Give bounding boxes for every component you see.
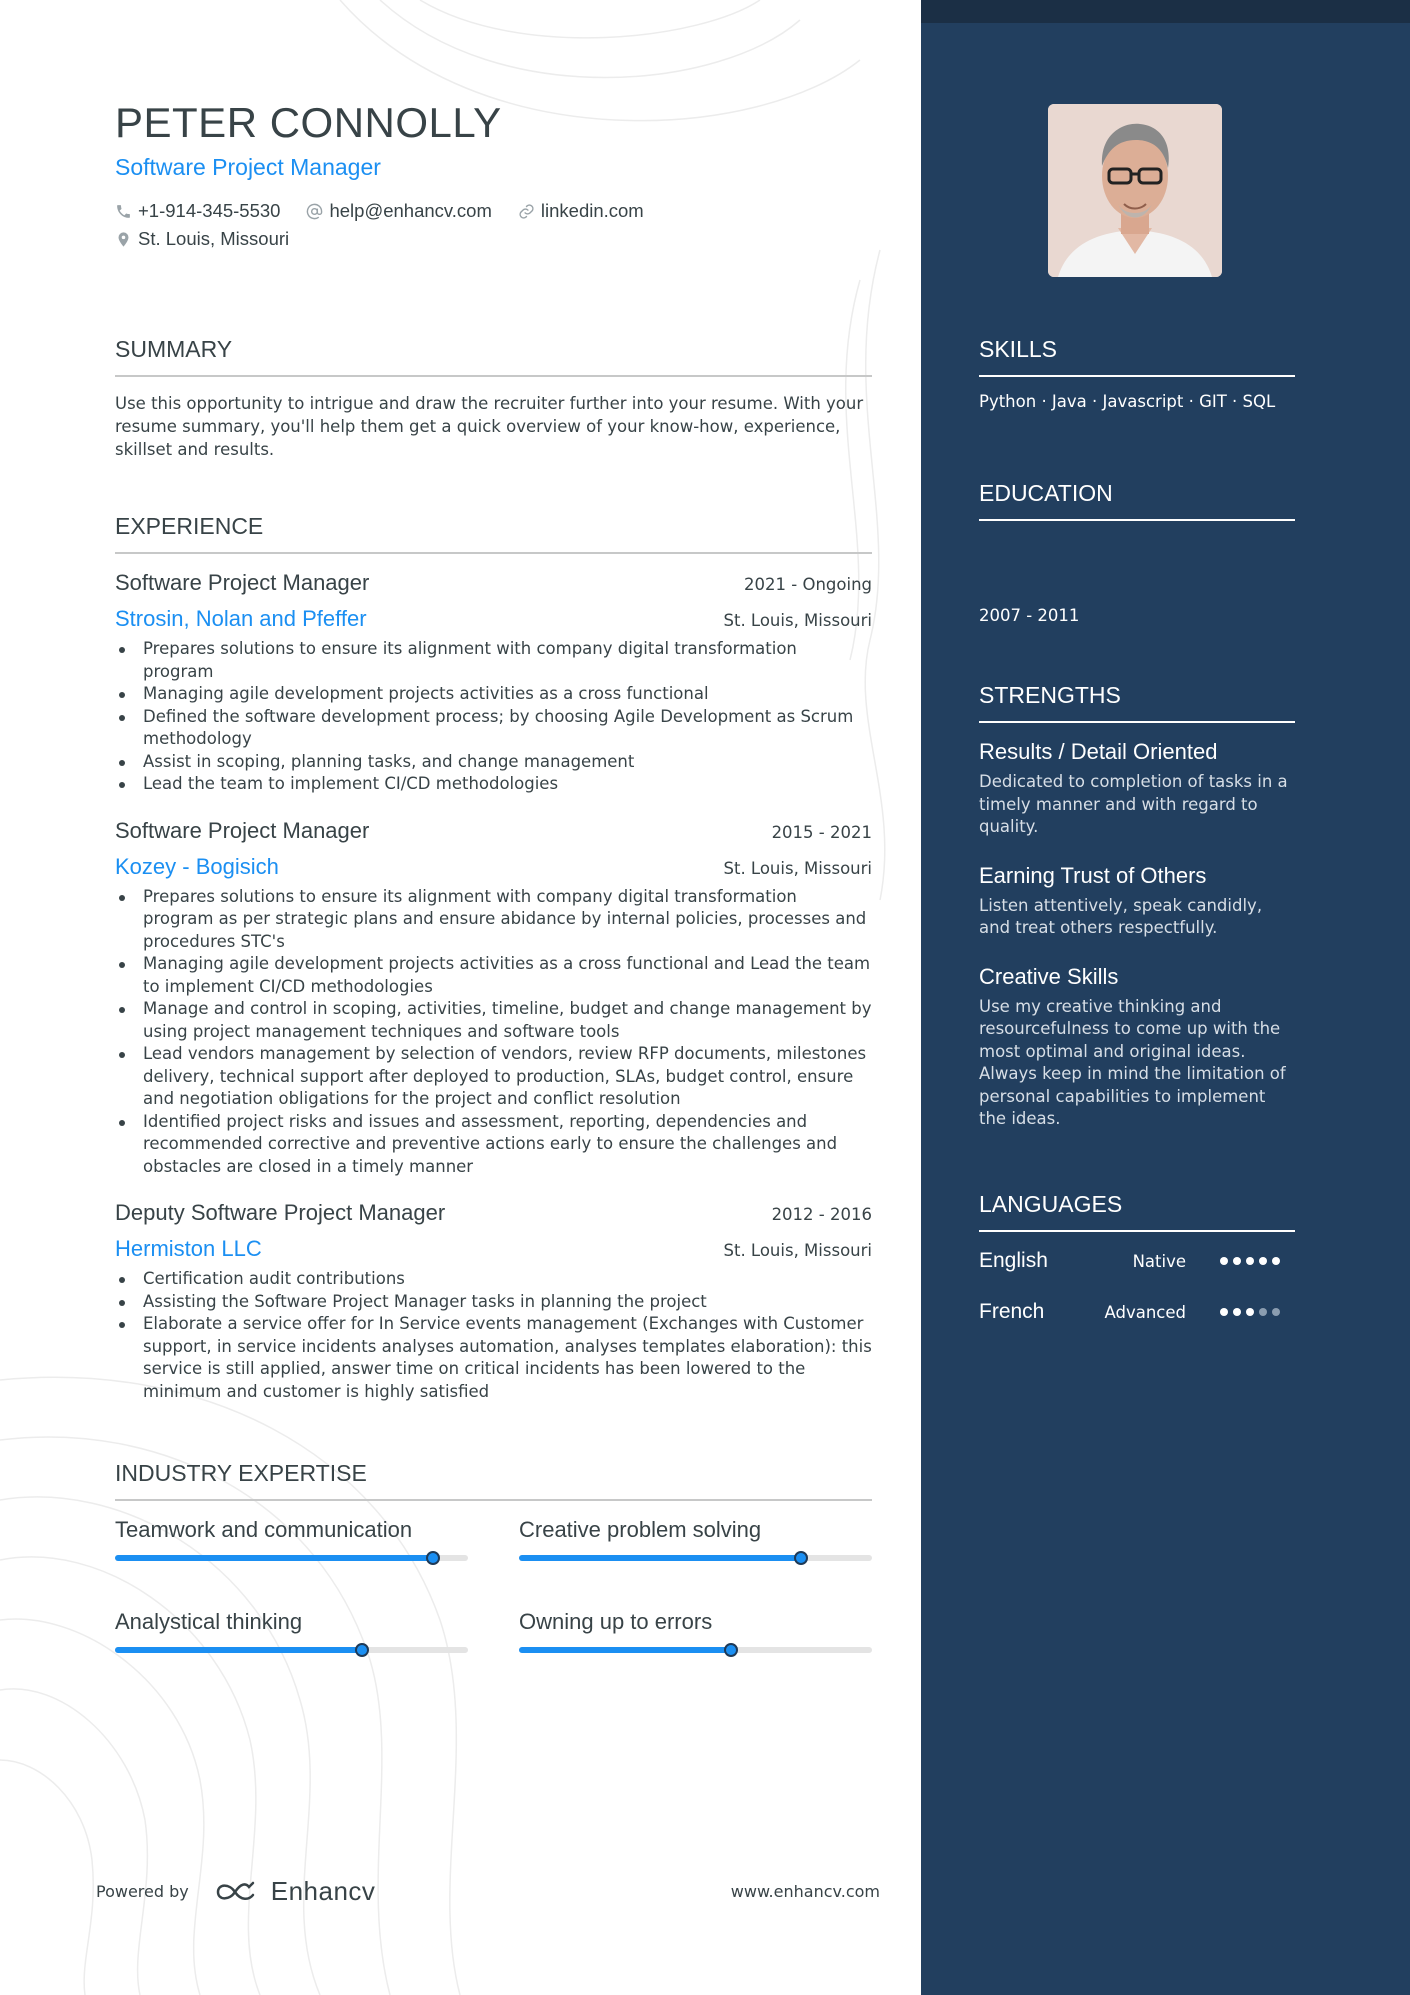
- rating-dot: [1246, 1257, 1254, 1265]
- enhancv-logo-icon: [215, 1881, 259, 1903]
- powered-by-label: Powered by: [96, 1882, 189, 1901]
- strength-title: Results / Detail Oriented: [979, 739, 1218, 764]
- at-sign-icon: [306, 203, 323, 220]
- strength-description: Dedicated to completion of tasks in a timely manner and with regard to quality.: [979, 772, 1288, 836]
- rating-dot: [1246, 1308, 1254, 1316]
- job-bullet: Lead vendors management by selection of vendors, review RFP documents, milestones delivery, technical support after deployed to production, SLAs, budget control, ensure and negotiation obligations for the project and conflict resolution: [143, 1043, 872, 1111]
- job-role: Software Project Manager: [115, 570, 370, 595]
- job-location: St. Louis, Missouri: [723, 1241, 872, 1260]
- education-heading: EDUCATION: [979, 480, 1295, 521]
- phone-contact[interactable]: [115, 200, 280, 222]
- job-bullet: Identified project risks and issues and assessment, reporting, dependencies and recommended corrective and preventive actions early to ensure the challenges and obstacles are closed in a timely manner: [143, 1111, 872, 1179]
- strength-item: [979, 863, 1295, 940]
- experience-entry: [115, 570, 872, 796]
- phone-number: +1-914-345-5530: [138, 200, 281, 222]
- job-bullet: Certification audit contributions: [143, 1268, 872, 1291]
- sidebar: [921, 0, 1410, 1995]
- experience-section: [115, 513, 872, 1403]
- language-name: English: [979, 1249, 1048, 1272]
- language-level: Native: [1132, 1251, 1186, 1271]
- job-dates: 2021 - Ongoing: [744, 575, 872, 594]
- job-header: [115, 570, 872, 596]
- job-dates: 2015 - 2021: [771, 822, 872, 842]
- experience-entry: [115, 1200, 872, 1403]
- language-rating: [1220, 1308, 1280, 1316]
- strength-item: [979, 964, 1295, 1131]
- contact-info: [115, 197, 872, 253]
- language-row: [979, 1249, 1295, 1273]
- brand-logo[interactable]: [215, 1876, 376, 1907]
- languages-list: [979, 1249, 1295, 1324]
- job-bullets: [115, 886, 872, 1179]
- profile-photo: [1048, 104, 1222, 277]
- job-company[interactable]: Strosin, Nolan and Pfeffer: [115, 606, 367, 631]
- expertise-item: [115, 1609, 468, 1653]
- expertise-bar-track: [115, 1555, 468, 1561]
- language-name: French: [979, 1300, 1045, 1323]
- expertise-label: Owning up to errors: [519, 1609, 713, 1634]
- job-role: Deputy Software Project Manager: [115, 1200, 446, 1225]
- job-bullet: Assisting the Software Project Manager tasks in planning the project: [143, 1291, 872, 1314]
- expertise-label: Teamwork and communication: [115, 1517, 413, 1542]
- job-location: St. Louis, Missouri: [723, 611, 872, 630]
- strengths-list: [979, 739, 1295, 1131]
- phone-icon: [115, 203, 132, 220]
- expertise-grid: [115, 1517, 872, 1653]
- summary-text: Use this opportunity to intrigue and draw the recruiter further into your resume. With your resume summary, you'll help them get a quick overview of your know-how, experience, skillset and results.: [115, 394, 864, 459]
- languages-heading: LANGUAGES: [979, 1191, 1295, 1232]
- strengths-section: [979, 682, 1295, 1131]
- job-location: St. Louis, Missouri: [723, 858, 872, 878]
- languages-section: [979, 1191, 1295, 1324]
- expertise-bar-knob: [794, 1551, 808, 1565]
- powered-by: [96, 1876, 375, 1907]
- job-role: Software Project Manager: [115, 817, 370, 843]
- job-bullet: Defined the software development process; by choosing Agile Development as Scrum methodology: [143, 706, 872, 751]
- expertise-bar-fill: [115, 1647, 362, 1653]
- location-text: St. Louis, Missouri: [138, 228, 290, 250]
- expertise-label: Creative problem solving: [519, 1517, 762, 1542]
- job-bullet: Managing agile development projects activities as a cross functional and Lead the team to implement CI/CD methodologies: [143, 953, 872, 998]
- job-bullet: Managing agile development projects activities as a cross functional: [143, 683, 872, 706]
- expertise-bar-fill: [519, 1647, 731, 1653]
- language-row: [979, 1300, 1295, 1324]
- job-bullets: [115, 1268, 872, 1403]
- email-address: help@enhancv.com: [329, 200, 492, 222]
- rating-dot: [1233, 1308, 1241, 1316]
- job-company-row: [115, 606, 872, 632]
- education-dates: 2007 - 2011: [979, 606, 1080, 625]
- job-bullet: Lead the team to implement CI/CD methodologies: [143, 773, 872, 796]
- strength-title: Creative Skills: [979, 963, 1119, 989]
- language-level: Advanced: [1104, 1302, 1186, 1322]
- rating-dot: [1272, 1257, 1280, 1265]
- linkedin-url: linkedin.com: [540, 200, 644, 222]
- expertise-item: [519, 1609, 872, 1653]
- job-bullets: [115, 638, 872, 796]
- expertise-item: [115, 1517, 468, 1561]
- website-link[interactable]: www.enhancv.com: [730, 1882, 880, 1901]
- job-company[interactable]: Kozey - Bogisich: [115, 853, 279, 879]
- rating-dot: [1259, 1257, 1267, 1265]
- expertise-bar-knob: [355, 1643, 369, 1657]
- strength-title: Earning Trust of Others: [979, 862, 1207, 888]
- experience-entry: [115, 818, 872, 1179]
- rating-dot: [1259, 1308, 1267, 1316]
- expertise-bar-fill: [115, 1555, 433, 1561]
- linkedin-contact[interactable]: [518, 200, 644, 222]
- expertise-item: [519, 1517, 872, 1561]
- experience-list: [115, 570, 872, 1403]
- experience-heading: EXPERIENCE: [115, 513, 872, 554]
- language-rating: [1220, 1257, 1280, 1265]
- expertise-bar-fill: [519, 1555, 801, 1561]
- link-icon: [518, 203, 535, 220]
- skills-list: Python · Java · Javascript · GIT · SQL: [979, 392, 1276, 411]
- email-contact[interactable]: [306, 200, 491, 222]
- sidebar-top-bar: [921, 0, 1410, 23]
- strength-item: [979, 739, 1295, 839]
- expertise-heading: INDUSTRY EXPERTISE: [115, 1460, 872, 1501]
- candidate-name: PETER CONNOLLY: [115, 99, 502, 146]
- expertise-bar-knob: [426, 1551, 440, 1565]
- job-bullet: Elaborate a service offer for In Service events management (Exchanges with Customer support, in service incidents analyses automation, analyses templates elaboration): this service is still applied, answer time on critical incidents has been lowered to the minimum and customer is highly satisfied: [143, 1313, 872, 1403]
- strength-description: Listen attentively, speak candidly, and treat others respectfully.: [979, 895, 1263, 937]
- expertise-bar-track: [519, 1647, 872, 1653]
- expertise-bar-track: [519, 1555, 872, 1561]
- job-company[interactable]: Hermiston LLC: [115, 1236, 262, 1261]
- job-header: [115, 818, 872, 844]
- education-section: [979, 480, 1295, 625]
- brand-name: Enhancv: [270, 1876, 376, 1906]
- map-pin-icon: [115, 231, 132, 248]
- job-bullet: Assist in scoping, planning tasks, and change management: [143, 751, 872, 774]
- footer: [96, 1876, 880, 1907]
- strength-description: Use my creative thinking and resourcefulness to come up with the most optimal and original ideas. Always keep in mind the limitation of personal capabilities to implement the ideas.: [979, 996, 1286, 1128]
- job-company-row: [115, 1236, 872, 1262]
- expertise-bar-track: [115, 1647, 468, 1653]
- job-dates: 2012 - 2016: [771, 1205, 872, 1224]
- summary-section: [115, 336, 872, 461]
- job-header: [115, 1200, 872, 1226]
- industry-expertise-section: [115, 1460, 872, 1653]
- rating-dot: [1220, 1257, 1228, 1265]
- rating-dot: [1220, 1308, 1228, 1316]
- portrait-illustration: [1048, 104, 1222, 277]
- rating-dot: [1272, 1308, 1280, 1316]
- job-company-row: [115, 854, 872, 880]
- job-bullet: Prepares solutions to ensure its alignment with company digital transformation program: [143, 638, 872, 683]
- rating-dot: [1233, 1257, 1241, 1265]
- skills-section: [979, 336, 1295, 411]
- job-bullet: Prepares solutions to ensure its alignment with company digital transformation program as per strategic plans and ensure abidance by internal policies, processes and procedures STC's: [143, 886, 872, 954]
- job-bullet: Manage and control in scoping, activities, timeline, budget and change management by using project management techniques and software tools: [143, 998, 872, 1043]
- candidate-title: Software Project Manager: [115, 154, 381, 181]
- expertise-label: Analystical thinking: [115, 1609, 303, 1634]
- expertise-bar-knob: [724, 1643, 738, 1657]
- skills-heading: SKILLS: [979, 336, 1295, 377]
- location-contact: [115, 228, 289, 250]
- strengths-heading: STRENGTHS: [979, 682, 1295, 723]
- resume-header: [115, 100, 872, 253]
- summary-heading: SUMMARY: [115, 336, 872, 377]
